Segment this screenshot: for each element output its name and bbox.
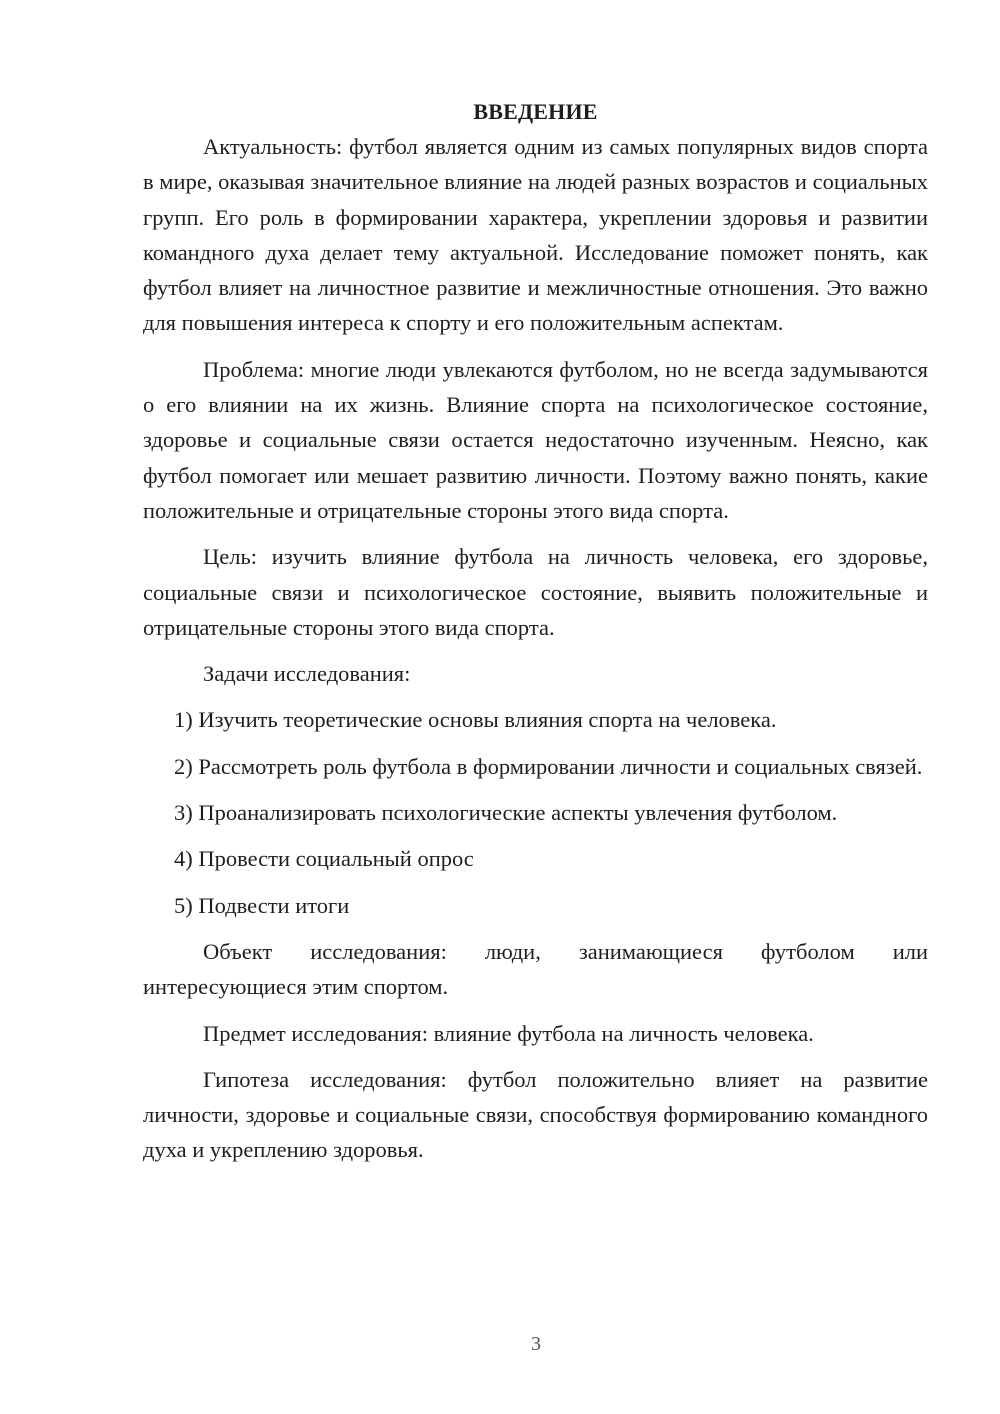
task-item-4: 4) Провести социальный опрос	[174, 846, 474, 872]
paragraph-hypothesis: Гипотеза исследования: футбол положительно влияет на развитие личности, здоровье и социальные связи, способствуя формированию командного духа и укреплению здоровья.	[143, 1066, 928, 1163]
task-item-5: 5) Подвести итоги	[174, 892, 350, 918]
page-number: 3	[531, 1333, 541, 1355]
paragraph-goal: Цель: изучить влияние футбола на личность человека, его здоровье, социальные связи и психологическое состояние, выявить положительные и отрицательные стороны этого вида спорта.	[143, 544, 928, 640]
section-title: ВВЕДЕНИЕ	[473, 99, 598, 124]
paragraph-object: Объект исследования: люди, занимающиеся футболом или интересующиеся этим спортом.	[143, 938, 928, 1000]
tasks-heading: Задачи исследования:	[203, 661, 411, 687]
task-item-1: 1) Изучить теоретические основы влияния спорта на человека.	[174, 707, 777, 733]
paragraph-subject: Предмет исследования: влияние футбола на личность человека.	[203, 1020, 814, 1046]
paragraph-relevance: Актуальность: футбол является одним из самых популярных видов спорта в мире, оказывая значительное влияние на людей разных возрастов и социальных групп. Его роль в формировании характера, укреплении здоровья и развитии командного духа делает тему актуальной. Исследование поможет понять, как футбол влияет на личностное развитие и межличностные отношения. Это важно для повышения интереса к спорту и его положительным аспектам.	[143, 134, 928, 336]
task-item-2: 2) Рассмотреть роль футбола в формировании личности и социальных связей.	[174, 753, 923, 779]
task-item-3: 3) Проанализировать психологические аспекты увлечения футболом.	[174, 800, 838, 826]
paragraph-problem: Проблема: многие люди увлекаются футболом, но не всегда задумываются о его влиянии на их жизнь. Влияние спорта на психологическое состояние, здоровье и социальные связи остается недостаточно изученным. Неясно, как футбол помогает или мешает развитию личности. Поэтому важно понять, какие положительные и отрицательные стороны этого вида спорта.	[143, 356, 928, 523]
document-page	[143, 94, 928, 1179]
